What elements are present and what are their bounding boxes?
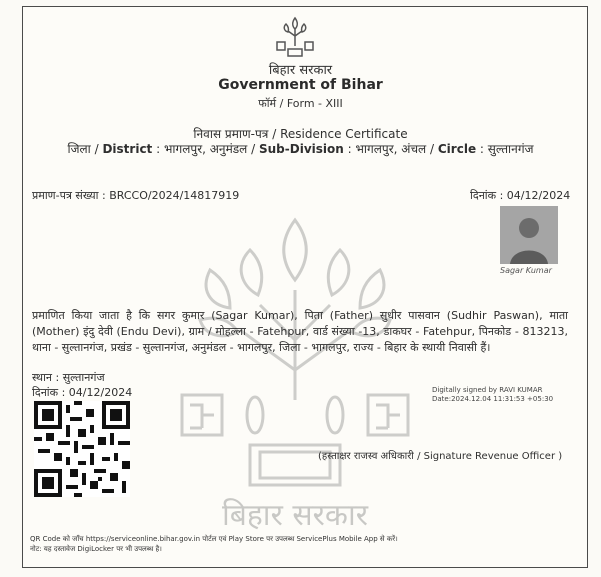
certificate-title: निवास प्रमाण-पत्र / Residence Certificate — [193, 127, 408, 141]
district-label: District — [102, 142, 153, 156]
officer-signature-label: (हस्ताक्षर राजस्व अधिकारी / Signature Revenue Officer ) — [318, 451, 563, 462]
subdivision-value: : भागलपुर, अंचल / — [343, 142, 438, 156]
certificate-date — [470, 188, 570, 203]
qr-code[interactable] — [34, 401, 130, 497]
watermark-text: बिहार सरकार — [221, 498, 369, 533]
digital-signature-line2: Date:2024.12.04 11:31:53 +05:30 — [432, 395, 554, 403]
certificate-date-value: 04/12/2024 — [506, 189, 571, 202]
certificate-number — [32, 188, 239, 203]
district-value: : भागलपुर, अनुमंडल / — [152, 142, 259, 156]
footer-line-1: QR Code को जाँच https://serviceonline.bihar.gov.in पोर्टल एवं Play Store पर उपलब्ध ServicePlus Mobile App से करें। — [30, 535, 398, 543]
form-number: फॉर्म / Form - XIII — [258, 97, 343, 110]
bihar-emblem-watermark — [170, 200, 420, 540]
footer-line-2: नोट: यह दस्तावेज DigiLocker पर भी उपलब्ध है। — [30, 545, 162, 553]
digital-signature — [432, 386, 553, 404]
certificate-body: प्रमाणित किया जाता है कि सगर कुमार (Sagar Kumar), पिता (Father) सुधीर पासवान (Sudhir Paswan), माता (Mother) इंदु देवी (Endu Devi), ग्राम / मोहल्ला - Fatehpur, वार्ड संख्या -13, डाकघर - Fatehpur, पिनकोड - 813213, थाना - सुल्तानगंज, प्रखंड - सुल्तानगंज, अनुमंडल - भागलपुर, जिला - भागलपुर, राज्य - बिहार के स्थायी निवासी हैं। — [32, 309, 568, 354]
applicant-photo — [500, 206, 558, 264]
digital-signature-line1: Digitally signed by RAVI KUMAR — [432, 386, 543, 394]
state-name-hindi: बिहार सरकार — [268, 63, 333, 78]
circle-label: Circle — [437, 142, 477, 156]
certificate-number-label: प्रमाण-पत्र संख्या : — [32, 189, 106, 202]
place-date: दिनांक : 04/12/2024 — [32, 386, 133, 399]
district-prefix: जिला / — [67, 142, 103, 156]
place-label: स्थान : सुल्तानगंज — [32, 371, 105, 384]
subdivision-label: Sub-Division — [259, 142, 344, 156]
applicant-signature: Sagar Kumar — [500, 266, 552, 275]
certificate-date-label: दिनांक : — [470, 189, 504, 202]
bihar-emblem-icon — [272, 14, 318, 60]
circle-value: : सुल्तानगंज — [476, 142, 534, 156]
district-line — [0, 140, 601, 157]
certificate-number-value: BRCCO/2024/14817919 — [109, 189, 240, 202]
state-name-english: Government of Bihar — [218, 77, 383, 93]
